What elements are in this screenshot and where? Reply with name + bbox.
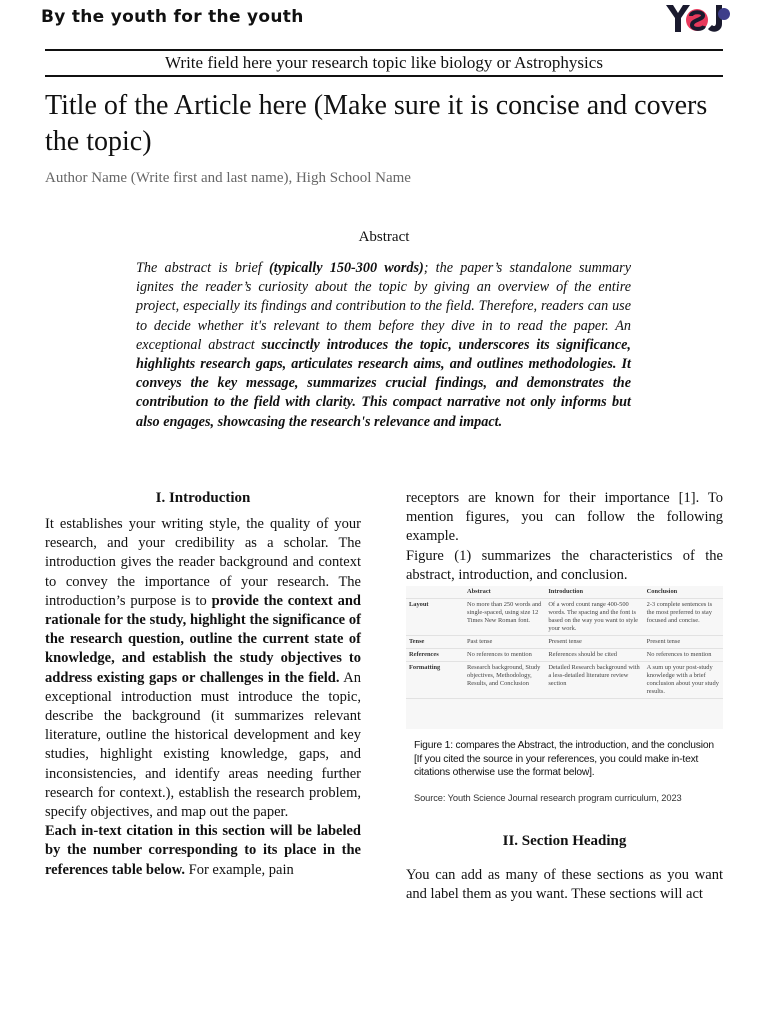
intro-text: It establishes your writing style, the quality of your research, and your credibility as a scholar. The introduction gives the reader background and context to convey the importance of your research. The introduction’s purpose is to [45, 516, 361, 609]
table-cell: Present tense [644, 636, 723, 649]
table-cell: 2-3 complete sentences is the most preferred to stay focused and concise. [644, 599, 723, 636]
table-row-header: Layout [406, 599, 464, 636]
figure-caption-text: : compares the Abstract, the introduction, and the conclusion [If you cited the source in your references, you could make in-text citations otherwise use the format below]. [414, 740, 714, 778]
table-cell: No references to mention [644, 649, 723, 662]
table-cell: Present tense [545, 636, 643, 649]
table-row [406, 662, 723, 699]
figure-1-table [406, 586, 723, 729]
table-cell: No references to mention [464, 649, 545, 662]
table-header-row [406, 586, 723, 599]
figure-reference: Figure (1) summarizes the characteristics of the abstract, introduction, and conclusion. [406, 547, 723, 583]
table-row-header: Formatting [406, 662, 464, 699]
table-header-cell: Abstract [464, 586, 545, 599]
journal-tagline: By the youth for the youth [41, 7, 304, 27]
table-row-header: References [406, 649, 464, 662]
intro-heading: I. Introduction [155, 490, 251, 506]
figure-label: Figure 1 [414, 740, 451, 751]
table-cell: Research background, Study objectives, Methodology, Results, and Conclusion [464, 662, 545, 699]
table-header-cell: Conclusion [644, 586, 723, 599]
abstract-text: ; the paper’s standalone summary ignites the reader’s curiosity about the topic by giving an overview of the entire project, especially its findings and contribution to the field. Therefore, readers can use to decide whether it's relevant to them before they dive in to read the paper. An exceptional abstract [136, 260, 631, 353]
table-cell: Past tense [464, 636, 545, 649]
figure-source: Source: Youth Science Journal research program curriculum, 2023 [414, 793, 682, 803]
intro-paragraph [45, 515, 361, 822]
intro-paragraph [45, 822, 361, 880]
table-cell: Detailed Research background with a less-detailed literature review section [545, 662, 643, 699]
abstract-text: The abstract is brief [136, 260, 269, 276]
ysj-logo [664, 2, 730, 36]
article-title: Title of the Article here (Make sure it is concise and covers the topic) [45, 90, 708, 157]
abstract-emphasis: succinctly introduces the topic, underscores its significance, highlights research gaps, articulates research aims, and outlines methodologies. It conveys the key message, summarizes crucial findings, and demonstrates the contribution to the field with clarity. This compact narrative not only informs but also engages, showcasing the research's relevance and impact. [136, 336, 631, 430]
table-cell: No more than 250 words and single-spaced, using size 12 Times New Roman font. [464, 599, 545, 636]
research-field: Write field here your research topic like biology or Astrophysics [165, 53, 603, 72]
figure-caption [414, 739, 719, 780]
author-line: Author Name (Write first and last name), High School Name [45, 170, 411, 186]
column-right [406, 489, 723, 585]
table-cell: A sum up your post-study knowledge with a brief conclusion about your study results. [644, 662, 723, 699]
abstract-word-count: (typically 150-300 words) [268, 260, 424, 276]
section-2-heading: II. Section Heading [502, 833, 627, 849]
table-cell: Of a word count range 400-500 words. The spacing and the font is based on the way you want to style your work. [545, 599, 643, 636]
table-row [406, 649, 723, 662]
intro-continued: receptors are known for their importance [1]. To mention figures, you can follow the following example. [406, 490, 723, 545]
header-rule-bottom [45, 75, 723, 77]
section-2-text: You can add as many of these sections as you want and label them as you want. These sections will act [406, 867, 723, 903]
abstract-heading: Abstract [358, 229, 410, 245]
intro-emphasis: provide the context and rationale for the study, highlight the significance of the research question, outline the current state of knowledge, and establish the study objectives to address existing gaps or challenges in the field. [45, 592, 361, 686]
table-cell: References should be cited [545, 649, 643, 662]
intro-emphasis: Each in-text citation in this section will be labeled by the number corresponding to its place in the references table below. [45, 823, 361, 878]
comparison-table [406, 586, 723, 699]
column-left [45, 489, 361, 880]
abstract-body [136, 259, 631, 432]
table-row [406, 599, 723, 636]
intro-text: For example, pain [185, 861, 294, 878]
intro-text: An exceptional introduction must introduce the topic, describe the background (it summarizes relevant literature, outline the historical development and key studies, highlight existing knowledge, gaps, and inconsistencies, and identify areas needing further research for context.), establish the research problem, specify objectives, and map out the paper. [45, 669, 361, 821]
table-row [406, 636, 723, 649]
table-row-header: Tense [406, 636, 464, 649]
table-header-cell: Introduction [545, 586, 643, 599]
header-rule-top [45, 49, 723, 51]
table-header-cell [406, 586, 464, 599]
